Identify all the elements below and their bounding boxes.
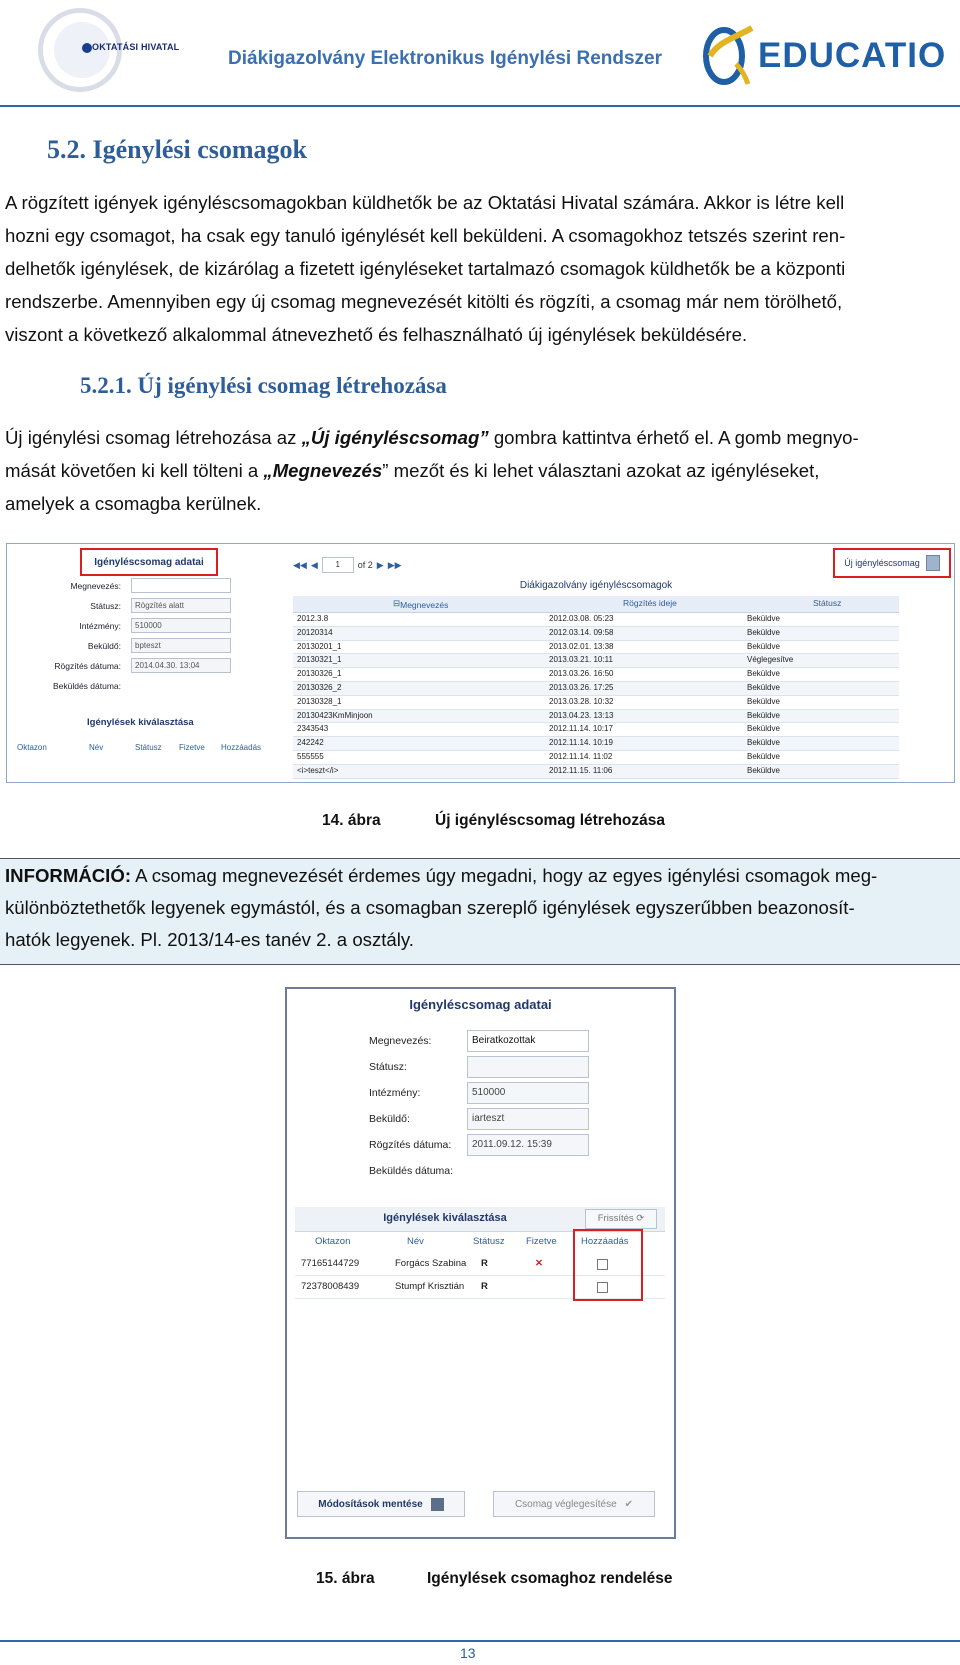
header-rule xyxy=(0,105,960,107)
f14-form-title: Igényléscsomag adatai xyxy=(80,548,218,576)
f15-selection-panel xyxy=(295,1207,665,1357)
page-number: 13 xyxy=(460,1645,476,1661)
f15-institution-field: 510000 xyxy=(467,1082,589,1104)
f14-selection-title: Igénylések kiválasztása xyxy=(87,717,194,728)
unpaid-x-icon: ✕ xyxy=(535,1258,543,1269)
intro-line: delhetők igénylések, de kizárólag a fizetett igényléseket tartalmazó csomagok küldhetők be a központi xyxy=(5,258,846,279)
figure-14-caption: Új igényléscsomag létrehozása xyxy=(435,812,666,829)
f15-recorded-field: 2011.09.12. 15:39 xyxy=(467,1134,589,1156)
intro-line: hozni egy csomagot, ha csak egy tanuló igénylését kell beküldeni. A csomagokhoz tetszés szerint ren- xyxy=(5,225,846,246)
last-page-icon[interactable]: ▶▶ xyxy=(387,559,402,570)
f15-field-row: Megnevezés: Beiratkozottak xyxy=(287,1029,674,1053)
table-row[interactable]: 20130423KmMinjoon 2013.04.23. 13:13 Beküldve xyxy=(293,710,899,724)
educatio-logo xyxy=(700,24,945,90)
grid-col[interactable]: ⊟ Megnevezés xyxy=(393,598,449,610)
refresh-button[interactable]: Frissítés ⟳ xyxy=(585,1209,657,1229)
grid-title: Diákigazolvány igényléscsomagok xyxy=(519,580,673,591)
f14-status-field: Rögzítés alatt xyxy=(131,598,231,613)
refresh-icon: ⟳ xyxy=(636,1213,645,1224)
first-page-icon[interactable]: ◀◀ xyxy=(293,559,307,570)
info-label: INFORMÁCIÓ: xyxy=(5,865,132,886)
table-row[interactable]: 72378008439 Stumpf Krisztián R xyxy=(295,1276,665,1299)
figure-14-number: 14. ábra xyxy=(322,812,381,829)
figure-15-caption: Igénylések csomaghoz rendelése xyxy=(427,1570,673,1587)
f14-field-row: Intézmény: 510000 xyxy=(7,617,277,635)
f14-field-row: Rögzítés dátuma: 2014.04.30. 13:04 xyxy=(7,657,277,675)
subsection-title: 5.2.1. Új igénylési csomag létrehozása xyxy=(80,373,447,398)
f15-field-row: Státusz: xyxy=(287,1055,674,1079)
f14-field-row: Megnevezés: xyxy=(7,577,277,595)
f14-recorded-field: 2014.04.30. 13:04 xyxy=(131,658,231,673)
intro-line: rendszerbe. Amennyiben egy új csomag megnevezését kitölti és rögzíti, a csomag már nem törölhető, xyxy=(5,291,843,312)
oh-logo-text: OKTATÁSI HIVATAL xyxy=(92,42,180,52)
table-row[interactable]: 20130328_1 2013.03.28. 10:32 Beküldve xyxy=(293,696,899,710)
f14-grid-panel xyxy=(293,544,955,782)
figure-15-screenshot xyxy=(285,987,676,1539)
prev-page-icon[interactable]: ◀ xyxy=(310,559,318,570)
f15-field-row: Intézmény: 510000 xyxy=(287,1081,674,1105)
info-text: INFORMÁCIÓ: A csomag megnevezését érdemes úgy megadni, hogy az egyes igénylési csomagok meg- különböztethetők legyenek egymástól, és a csomagban szereplő igénylések egyszerűbben beazonosít- hatók legyenek. Pl. 2013/14-es tanév 2. a osztály. xyxy=(5,865,878,950)
table-row[interactable]: 20120314 2012.03.14. 09:58 Beküldve xyxy=(293,627,899,641)
f14-field-row: Státusz: Rögzítés alatt xyxy=(7,597,277,615)
new-package-button[interactable]: Új igényléscsomag xyxy=(833,548,951,578)
table-row[interactable]: 20130201_1 2013.02.01. 13:38 Beküldve xyxy=(293,641,899,655)
table-row[interactable]: 2012.3.8 2012.03.08. 05:23 Beküldve xyxy=(293,613,899,627)
oktatasi-hivatal-logo xyxy=(30,6,215,96)
f14-sender-field: bpteszt xyxy=(131,638,231,653)
table-row[interactable]: 77165144729 Forgács Szabina R ✕ xyxy=(295,1253,665,1276)
f14-name-input[interactable] xyxy=(131,578,231,593)
f14-pager: ◀◀ ◀ 1 of 2 ▶ ▶▶ xyxy=(293,554,402,576)
f15-field-row: Beküldés dátuma: xyxy=(369,1165,454,1177)
intro-line: viszont a következő alkalommal átnevezhető és felhasználható új igénylések beküldésére. xyxy=(5,324,748,345)
f14-selection-columns: Oktazon Név Státusz Fizetve Hozzáadás xyxy=(17,743,262,752)
figure-14-screenshot xyxy=(6,543,955,783)
next-page-icon[interactable]: ▶ xyxy=(376,559,384,570)
table-row[interactable]: <i>teszt</i> 2012.11.15. 11:06 Beküldve xyxy=(293,765,899,779)
page-input[interactable]: 1 xyxy=(322,557,354,573)
table-row[interactable]: 2343543 2012.11.14. 10:17 Beküldve xyxy=(293,723,899,737)
f15-button-bar xyxy=(287,1487,674,1523)
intro-line: A rögzített igények igényléscsomagokban küldhetők be az Oktatási Hivatal számára. Akkor is létre kell xyxy=(5,192,845,213)
f14-form-panel xyxy=(7,544,285,782)
f15-field-row: Rögzítés dátuma: 2011.09.12. 15:39 xyxy=(287,1133,674,1157)
f15-selection-title: Igénylések kiválasztása xyxy=(383,1212,507,1224)
grid-header xyxy=(293,596,899,613)
f15-field-row: Beküldő: iarteszt xyxy=(287,1107,674,1131)
check-icon: ✔ xyxy=(624,1498,634,1510)
save-changes-button[interactable]: Módosítások mentése xyxy=(297,1491,465,1517)
table-row[interactable]: 20130326_2 2013.03.26. 17:25 Beküldve xyxy=(293,682,899,696)
table-row[interactable]: 20130326_1 2013.03.26. 16:50 Beküldve xyxy=(293,668,899,682)
f14-institution-field: 510000 xyxy=(131,618,231,633)
f15-status-field xyxy=(467,1056,589,1078)
f15-columns: Oktazon Név Státusz Fizetve Hozzáadás xyxy=(315,1236,629,1247)
grid-col[interactable]: Rögzítés ideje xyxy=(623,598,677,608)
educatio-mark-icon xyxy=(700,24,756,86)
intro-paragraph xyxy=(5,186,953,351)
header-title: Diákigazolvány Elektronikus Igénylési Rendszer xyxy=(228,48,662,69)
grid-body xyxy=(293,613,899,779)
section-title: 5.2. Igénylési csomagok xyxy=(47,135,307,164)
info-box xyxy=(0,858,960,965)
new-icon xyxy=(926,555,940,571)
f15-form-title: Igényléscsomag adatai xyxy=(409,997,552,1012)
table-row[interactable]: 242242 2012.11.14. 10:19 Beküldve xyxy=(293,737,899,751)
footer-rule xyxy=(0,1640,960,1642)
f14-field-row: Beküldő: bpteszt xyxy=(7,637,277,655)
subsection-paragraph: Új igénylési csomag létrehozása az „Új igényléscsomag” gombra kattintva érhető el. A gomb megnyo- mását követően ki kell tölteni a „Megnevezés” mezőt és ki lehet választani azokat az igényléseket, amelyek a csomagba kerülnek. xyxy=(5,427,859,514)
save-icon xyxy=(431,1498,444,1511)
table-row[interactable]: 20130321_1 2013.03.21. 10:11 Véglegesítve xyxy=(293,654,899,668)
grid-col[interactable]: Státusz xyxy=(813,598,842,608)
educatio-logo-text: EDUCATIO xyxy=(758,36,947,75)
finalize-package-button[interactable]: Csomag véglegesítése ✔ xyxy=(493,1491,655,1517)
f15-name-input[interactable]: Beiratkozottak xyxy=(467,1030,589,1052)
add-column-highlight xyxy=(573,1229,643,1301)
figure-15-number: 15. ábra xyxy=(316,1570,375,1587)
f15-sender-field: iarteszt xyxy=(467,1108,589,1130)
f14-field-row: Beküldés dátuma: xyxy=(52,681,121,691)
table-row[interactable]: 555555 2012.11.14. 11:02 Beküldve xyxy=(293,751,899,765)
